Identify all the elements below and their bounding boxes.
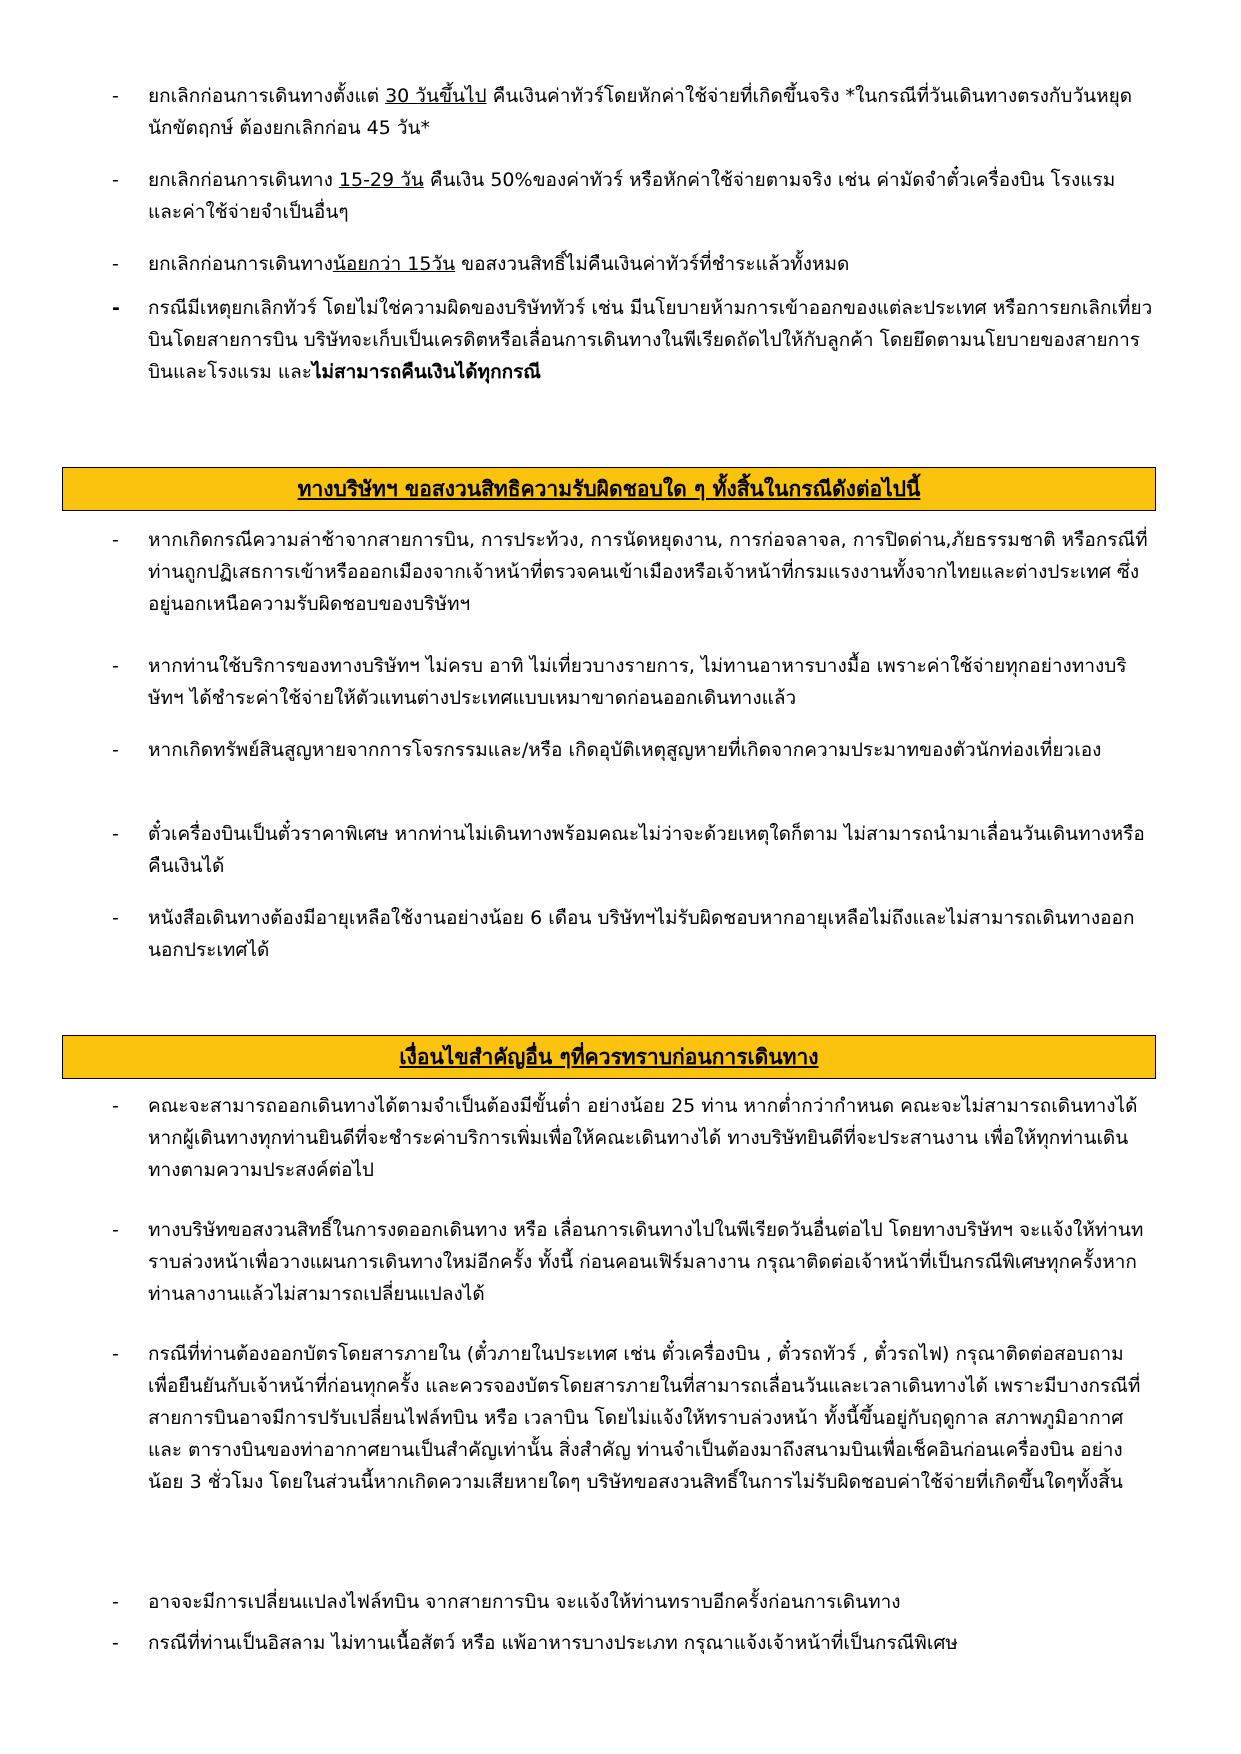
- list-bullet: -: [112, 297, 120, 319]
- text-run: กรณีที่ท่านต้องออกบัตรโดยสารภายใน (ตั๋วภายในประเทศ เช่น ตั๋วเครื่องบิน , ตั๋วรถทัวร์ , ตั๋วรถไฟ) กรุณาติดต่อสอบถามเพื่อยืนยันกับเจ้าหน้าที่ก่อนทุกครั้ง และควรจองบัตรโดยสารภายในที่สามารถเลื่อนวันและเวลาเดินทางได้ เพราะมีบางกรณีที่สายการบินอาจมีการปรับเปลี่ยนไฟล์ทบิน หรือ เวลาบิน โดยไม่แจ้งให้ทราบล่วงหน้า ทั้งนี้ขึ้นอยู่กับฤดูกาล สภาพภูมิอากาศ และ ตารางบินของท่าอากาศยานเป็นสำคัญเท่านั้น สิ่งสำคัญ ท่านจำเป็นต้องมาถึงสนามบินเพื่อเช็คอินก่อนเครื่องบิน อย่างน้อย 3 ชั่วโมง โดยในส่วนนี้หากเกิดความเสียหายใดๆ บริษัทขอสงวนสิทธิ์ในการไม่รับผิดชอบค่าใช้จ่ายที่เกิดขึ้นใดๆทั้งสิ้น: [148, 1343, 1141, 1493]
- underlined-text: น้อยกว่า 15วัน: [332, 253, 456, 275]
- list-bullet: -: [112, 1343, 119, 1365]
- list-item-text: [148, 164, 1153, 228]
- text-run: กรณีมีเหตุยกเลิกทัวร์ โดยไม่ใช่ความผิดของบริษัททัวร์ เช่น มีนโยบายห้ามการเข้าออกของแต่ละประเทศ หรือการยกเลิกเที่ยวบินโดยสายการบิน บริษัทจะเก็บเป็นเครดิตหรือเลื่อนการเดินทางในพีเรียดถัดไปให้กับลูกค้า โดยยึดตามนโยบายของสายการบินและโรงแรม และ: [148, 297, 1153, 383]
- section-header-disclaimer: [62, 467, 1156, 511]
- list-bullet: -: [112, 529, 119, 551]
- text-run: ตั๋วเครื่องบินเป็นตั๋วราคาพิเศษ หากท่านไม่เดินทางพร้อมคณะไม่ว่าจะด้วยเหตุใดก็ตาม ไม่สามารถนำมาเลื่อนวันเดินทางหรือคืนเงินได้: [148, 823, 1145, 877]
- underlined-text: 30 วันขึ้นไป: [385, 85, 487, 107]
- list-item-text: [148, 524, 1153, 620]
- text-run: หนังสือเดินทางต้องมีอายุเหลือใช้งานอย่างน้อย 6 เดือน บริษัทฯไม่รับผิดชอบหากอายุเหลือไม่ถึงและไม่สามารถเดินทางออกนอกประเทศได้: [148, 907, 1135, 961]
- list-bullet: -: [112, 169, 119, 191]
- list-item-text: [148, 80, 1153, 144]
- list-bullet: -: [112, 907, 119, 929]
- text-run: ยกเลิกก่อนการเดินทางตั้งแต่: [148, 85, 386, 107]
- list-item-text: [148, 1338, 1153, 1498]
- text-run: คืนเงินค่าทัวร์โดยหักค่าใช้จ่ายที่เกิดขึ้นจริง *ในกรณีที่วันเดินทางตรงกับวันหยุดนักขัตฤกษ์ ต้องยกเลิกก่อน 45 วัน*: [148, 85, 1133, 139]
- list-bullet: -: [112, 1591, 119, 1613]
- section-title: ทางบริษัทฯ ขอสงวนสิทธิความรับผิดชอบใด ๆ ทั้งสิ้นในกรณีดังต่อไปนี้: [297, 477, 921, 501]
- list-item-text: [148, 902, 1153, 966]
- list-bullet: -: [112, 655, 119, 677]
- section-header-important-conditions: [62, 1035, 1156, 1079]
- list-bullet: -: [112, 1632, 119, 1654]
- text-run: คืนเงิน 50%ของค่าทัวร์ หรือหักค่าใช้จ่ายตามจริง เช่น ค่ามัดจำตั๋วเครื่องบิน โรงแรม และค่าใช้จ่ายจำเป็นอื่นๆ: [148, 169, 1116, 223]
- text-run: ยกเลิกก่อนการเดินทาง: [148, 253, 333, 275]
- text-run: ขอสงวนสิทธิ์ไม่คืนเงินค่าทัวร์ที่ชำระแล้วทั้งหมด: [455, 253, 850, 275]
- list-item-text: [148, 248, 1153, 280]
- underlined-text: 15-29 วัน: [338, 169, 424, 191]
- text-run: คณะจะสามารถออกเดินทางได้ตามจำเป็นต้องมีขั้นต่ำ อย่างน้อย 25 ท่าน หากต่ำกว่ากำหนด คณะจะไม่สามารถเดินทางได้ หากผู้เดินทางทุกท่านยินดีที่จะชำระค่าบริการเพิ่มเพื่อให้คณะเดินทางได้ ทางบริษัทยินดีที่จะประสานงาน เพื่อให้ทุกท่านเดินทางตามความประสงค์ต่อไป: [148, 1095, 1138, 1181]
- list-bullet: -: [112, 739, 119, 761]
- text-run: หากเกิดกรณีความล่าช้าจากสายการบิน, การประท้วง, การนัดหยุดงาน, การก่อจลาจล, การปิดด่าน,ภัยธรรมชาติ หรือกรณีที่ท่านถูกปฏิเสธการเข้าหรือออกเมืองจากเจ้าหน้าที่ตรวจคนเข้าเมืองหรือเจ้าหน้าที่กรมแรงงานทั้งจากไทยและต่างประเทศ ซึ่งอยู่นอกเหนือความรับผิดชอบของบริษัทฯ: [148, 529, 1148, 615]
- list-item-text: [148, 292, 1153, 388]
- text-run: หากท่านใช้บริการของทางบริษัทฯ ไม่ครบ อาทิ ไม่เที่ยวบางรายการ, ไม่ทานอาหารบางมื้อ เพราะค่าใช้จ่ายทุกอย่างทางบริษัทฯ ได้ชำระค่าใช้จ่ายให้ตัวแทนต่างประเทศแบบเหมาขาดก่อนออกเดินทางแล้ว: [148, 655, 1127, 709]
- list-item-text: [148, 1586, 1153, 1618]
- list-item-text: [148, 650, 1153, 714]
- list-item-text: [148, 1627, 1153, 1659]
- list-item-text: [148, 1090, 1153, 1186]
- list-bullet: -: [112, 1095, 119, 1117]
- section-title: เงื่อนไขสำคัญอื่น ๆที่ควรทราบก่อนการเดินทาง: [399, 1045, 819, 1069]
- list-item-text: [148, 1214, 1153, 1310]
- text-run: ยกเลิกก่อนการเดินทาง: [148, 169, 339, 191]
- list-bullet: -: [112, 85, 119, 107]
- list-item-text: [148, 818, 1153, 882]
- list-item-text: [148, 734, 1153, 766]
- text-run: หากเกิดทรัพย์สินสูญหายจากการโจรกรรมและ/หรือ เกิดอุบัติเหตุสูญหายที่เกิดจากความประมาทของตัวนักท่องเที่ยวเอง: [148, 739, 1102, 761]
- text-run: ทางบริษัทขอสงวนสิทธิ์ในการงดออกเดินทาง หรือ เลื่อนการเดินทางไปในพีเรียดวันอื่นต่อไป โดยทางบริษัทฯ จะแจ้งให้ท่านทราบล่วงหน้าเพื่อวางแผนการเดินทางใหม่อีกครั้ง ทั้งนี้ ก่อนคอนเฟิร์มลางาน กรุณาติดต่อเจ้าหน้าที่เป็นกรณีพิเศษทุกครั้งหากท่านลางานแล้วไม่สามารถเปลี่ยนแปลงได้: [148, 1219, 1144, 1305]
- text-run: กรณีที่ท่านเป็นอิสลาม ไม่ทานเนื้อสัตว์ หรือ แพ้อาหารบางประเภท กรุณาแจ้งเจ้าหน้าที่เป็นกรณีพิเศษ: [148, 1632, 958, 1654]
- bold-text: ไม่สามารถคืนเงินได้ทุกกรณี: [311, 361, 541, 383]
- list-bullet: -: [112, 253, 119, 275]
- list-bullet: -: [112, 1219, 119, 1241]
- text-run: อาจจะมีการเปลี่ยนแปลงไฟล์ทบิน จากสายการบิน จะแจ้งให้ท่านทราบอีกครั้งก่อนการเดินทาง: [148, 1591, 901, 1613]
- list-bullet: -: [112, 823, 119, 845]
